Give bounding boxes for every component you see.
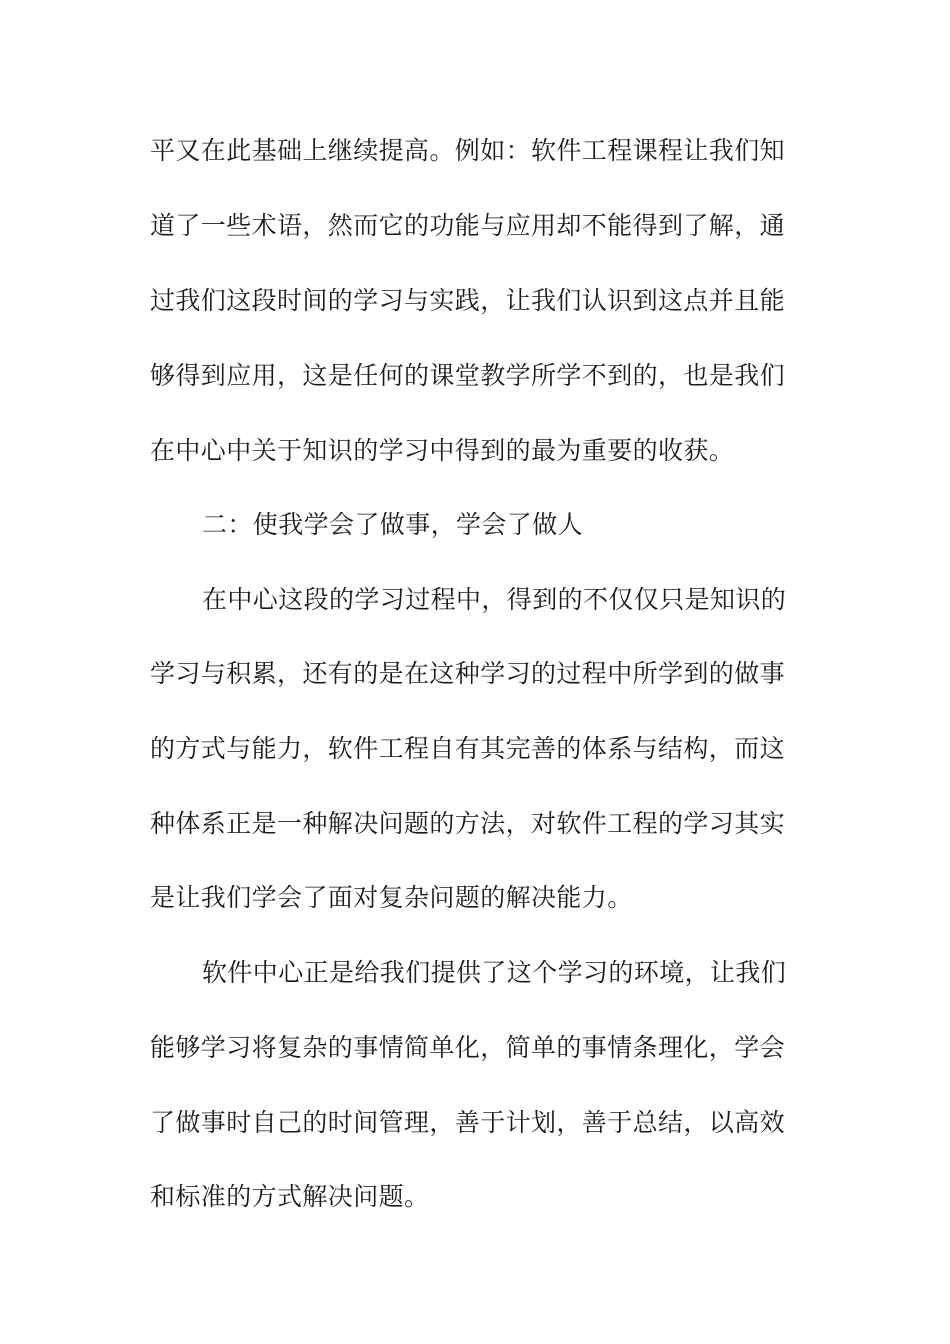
paragraph-line: 的方式与能力，软件工程自有其完善的体系与结构，而这 — [150, 734, 786, 763]
paragraph-line: 在中心中关于知识的学习中得到的最为重要的收获。 — [150, 436, 735, 465]
paragraph-line: 在中心这段的学习过程中，得到的不仅仅只是知识的 — [202, 585, 787, 614]
paragraph-line: 道了一些术语，然而它的功能与应用却不能得到了解，通 — [150, 211, 786, 240]
paragraph-line: 平又在此基础上继续提高。例如：软件工程课程让我们知 — [150, 136, 786, 165]
section-heading: 二：使我学会了做事，学会了做人 — [202, 510, 584, 539]
paragraph-line: 能够学习将复杂的事情简单化，简单的事情条理化，学会 — [150, 1033, 786, 1062]
paragraph-line: 够得到应用，这是任何的课堂教学所学不到的，也是我们 — [150, 361, 786, 390]
paragraph-line: 过我们这段时间的学习与实践，让我们认识到这点并且能 — [150, 286, 786, 315]
paragraph-line: 学习与积累，还有的是在这种学习的过程中所学到的做事 — [150, 659, 786, 688]
paragraph-line: 种体系正是一种解决问题的方法，对软件工程的学习其实 — [150, 809, 786, 838]
paragraph-line: 了做事时自己的时间管理，善于计划，善于总结，以高效 — [150, 1108, 786, 1137]
paragraph-line: 是让我们学会了面对复杂问题的解决能力。 — [150, 883, 633, 912]
paragraph-line: 和标准的方式解决问题。 — [150, 1182, 430, 1211]
paragraph-line: 软件中心正是给我们提供了这个学习的环境，让我们 — [202, 958, 787, 987]
